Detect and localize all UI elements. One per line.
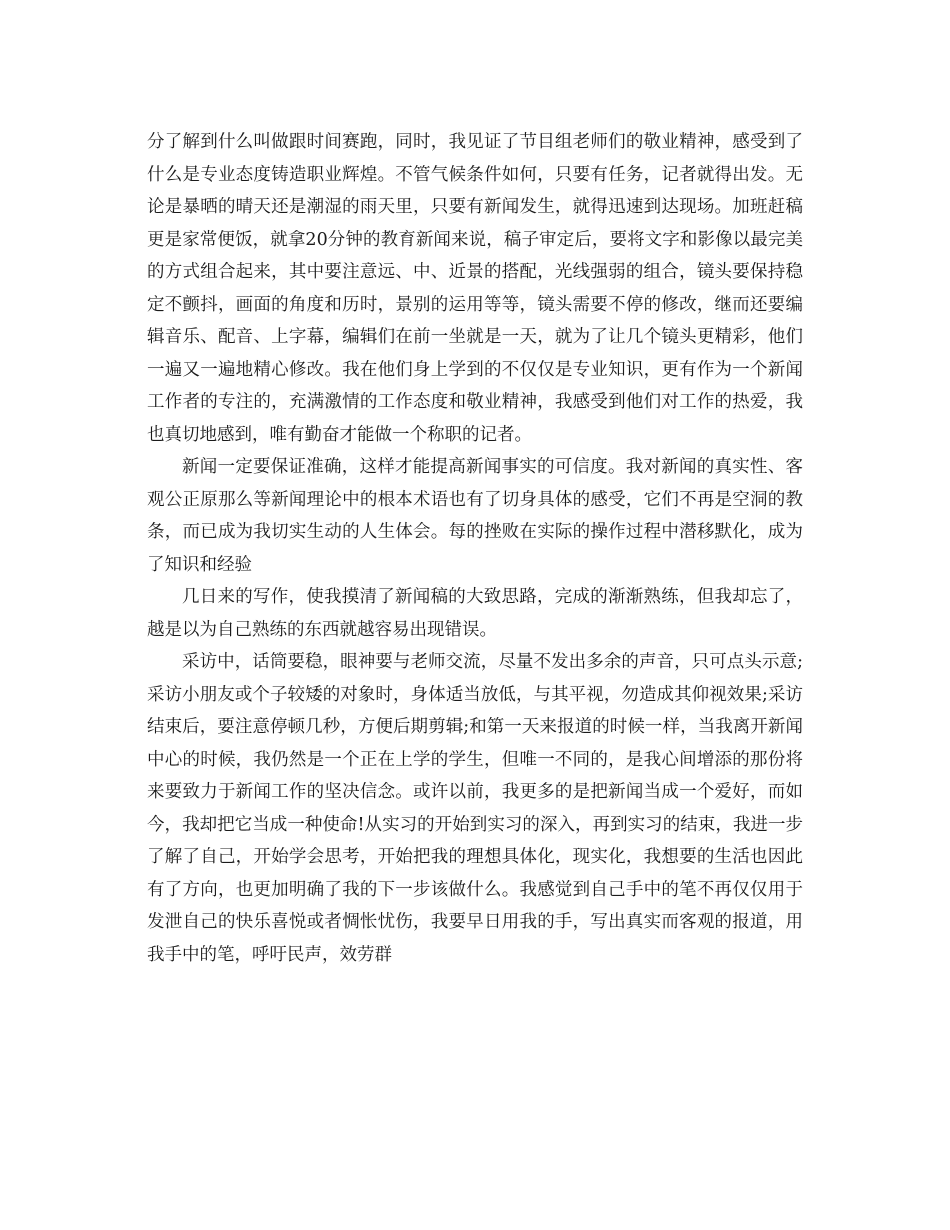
paragraph-4: 采访中，话筒要稳，眼神要与老师交流，尽量不发出多余的声音，只可点头示意;采访小朋友或个子较矮的对象时，身体适当放低，与其平视，勿造成其仰视效果;采访结束后，要注意停顿几秒，方便后期剪辑;和第一天来报道的时候一样，当我离开新闻中心的时候，我仍然是一个正在上学的学生，但唯一不同的，是我心间增添的那份将来要致力于新闻工作的坚决信念。或许以前，我更多的是把新闻当成一个爱好，而如今，我却把它当成一种使命!从实习的开始到实习的深入，再到实习的结束，我进一步了解了自己，开始学会思考，开始把我的理想具体化，现实化，我想要的生活也因此有了方向，也更加明确了我的下一步该做什么。我感觉到自己手中的笔不再仅仅用于发泄自己的快乐喜悦或者惆怅忧伤，我要早日用我的手，写出真实而客观的报道，用我手中的笔，呼吁民声，效劳群: [147, 652, 803, 965]
document-body: [147, 126, 803, 971]
paragraph-1: 分了解到什么叫做跟时间赛跑，同时，我见证了节目组老师们的敬业精神，感受到了什么是专业态度铸造职业辉煌。不管气候条件如何，只要有任务，记者就得出发。无论是暴晒的晴天还是潮湿的雨天里，只要有新闻发生，就得迅速到达现场。加班赶稿更是家常便饭，就拿20分钟的教育新闻来说，稿子审定后，要将文字和影像以最完美的方式组合起来，其中要注意远、中、近景的搭配，光线强弱的组合，镜头要保持稳定不颤抖，画面的角度和历时，景别的运用等等，镜头需要不停的修改，继而还要编辑音乐、配音、上字幕，编辑们在前一坐就是一天，就为了让几个镜头更精彩，他们一遍又一遍地精心修改。我在他们身上学到的不仅仅是专业知识，更有作为一个新闻工作者的专注的，充满激情的工作态度和敬业精神，我感受到他们对工作的热爱，我也真切地感到，唯有勤奋才能做一个称职的记者。: [147, 132, 803, 445]
paragraph-3: 几日来的写作，使我摸清了新闻稿的大致思路，完成的渐渐熟练，但我却忘了，越是以为自己熟练的东西就越容易出现错误。: [147, 587, 803, 640]
paragraph-2: 新闻一定要保证准确，这样才能提高新闻事实的可信度。我对新闻的真实性、客观公正原那么等新闻理论中的根本术语也有了切身具体的感受，它们不再是空洞的教条，而已成为我切实生动的人生体会。每的挫败在实际的操作过程中潜移默化，成为了知识和经验: [147, 457, 803, 575]
